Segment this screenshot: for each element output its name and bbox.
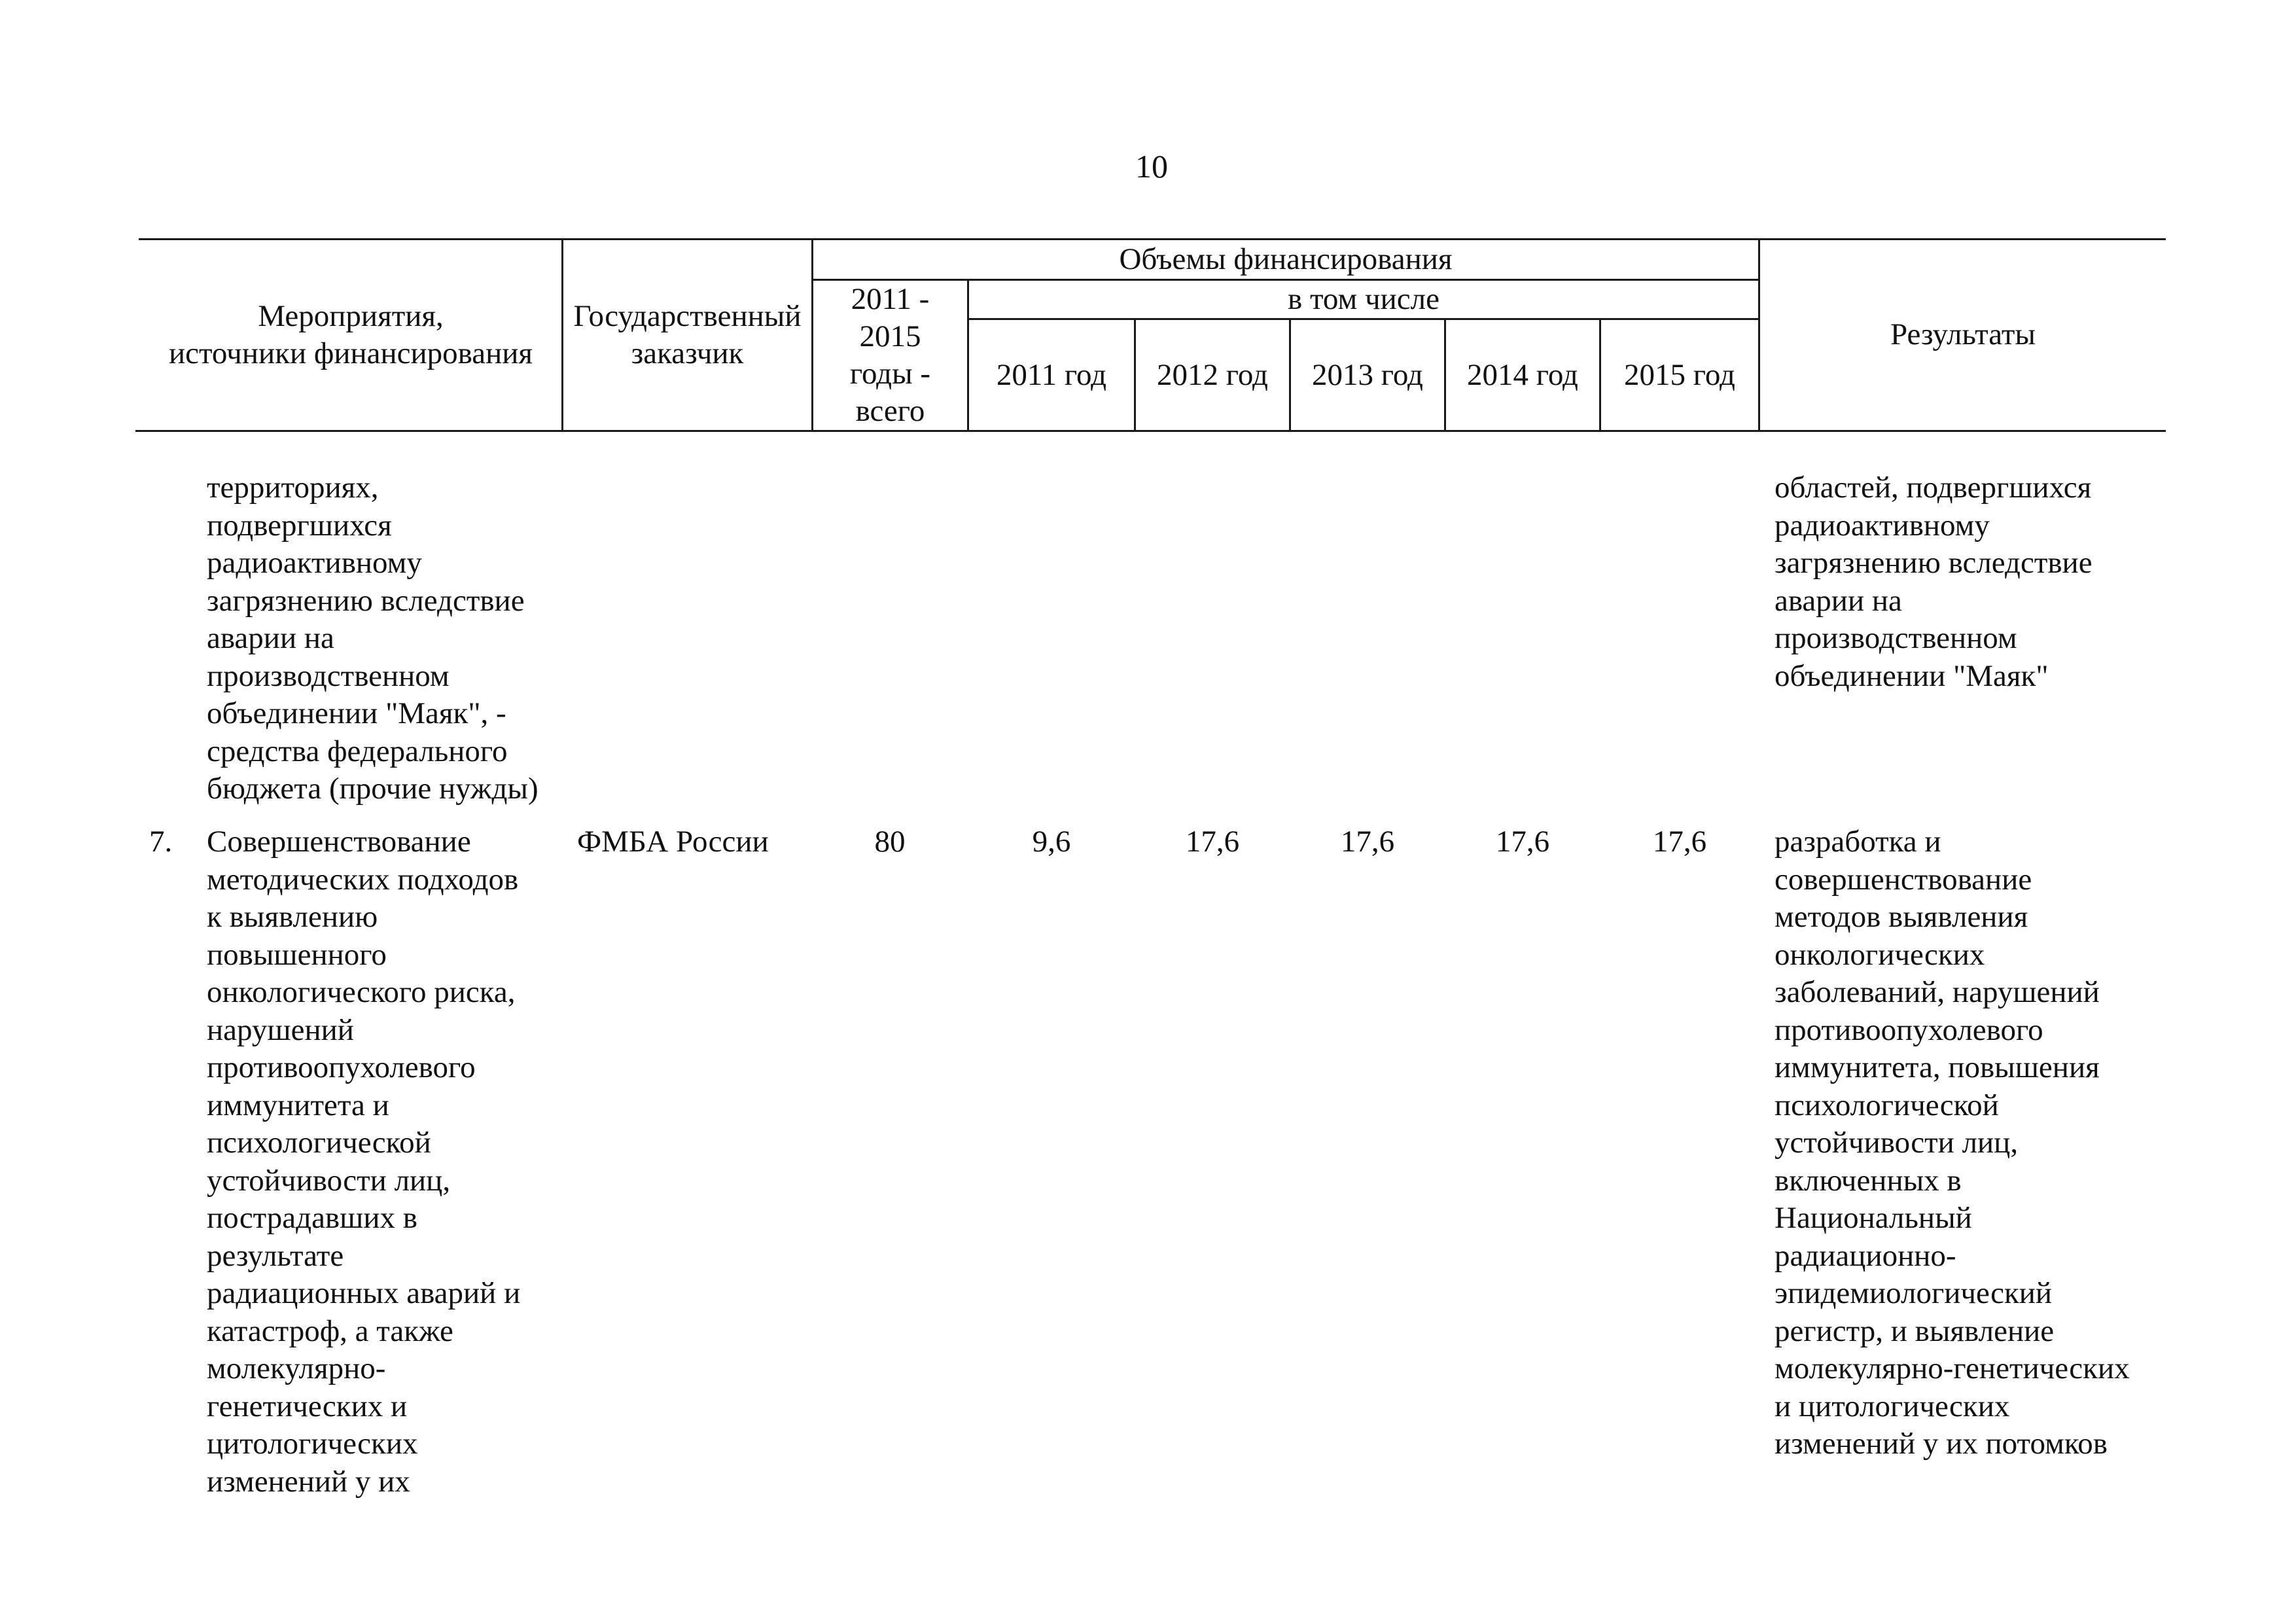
header-year-2013: 2013 год xyxy=(1312,357,1423,392)
header-funding-group: Объемы финансирования xyxy=(1119,241,1453,276)
header-activity: Мероприятия, источники финансирования xyxy=(168,298,533,370)
row-7-number: 7. xyxy=(149,825,173,859)
row-continuation-results: областей, подвергшихся радиоактивному загрязнению вследствие аварии на производственном объединении "Маяк" xyxy=(1775,471,2093,693)
header-total: 2011 - 2015 годы - всего xyxy=(849,282,931,428)
header-customer: Государственный заказчик xyxy=(573,298,802,370)
header-year-2012: 2012 год xyxy=(1157,357,1268,392)
header-including: в том числе xyxy=(1288,282,1439,316)
header-year-2014: 2014 год xyxy=(1467,357,1578,392)
row-7-2015: 17,6 xyxy=(1652,825,1707,859)
row-7-total: 80 xyxy=(874,825,906,859)
row-7-customer: ФМБА России xyxy=(577,825,769,859)
row-7-2012: 17,6 xyxy=(1185,825,1240,859)
page-number: 10 xyxy=(1135,148,1168,185)
row-7-activity: Совершенствование методических подходов к выявлению повышенного онкологического риска, нарушений противоопухолевого иммунитета и психологической устойчивости лиц, пострадавших в результате радиационных аварий и катастроф, а также молекулярно- генетических и цитологических изменений у их xyxy=(207,825,521,1499)
row-continuation-activity: территориях, подвергшихся радиоактивному загрязнению вследствие аварии на производственном объединении "Маяк", - средства федерального бюджета (прочие нужды) xyxy=(207,471,539,806)
table-header-bottom-rule xyxy=(135,430,2166,432)
header-year-2011: 2011 год xyxy=(996,357,1107,392)
row-7-results: разработка и совершенствование методов выявления онкологических заболеваний, нарушений противоопухолевого иммунитета, повышения психологической устойчивости лиц, включенных в Национальный радиационно- эпидемиологический регистр, и выявление молекулярно-генетических и цитологических изменений у их потомков xyxy=(1775,825,2130,1461)
row-7-2011: 9,6 xyxy=(1032,825,1071,859)
header-year-2015: 2015 год xyxy=(1624,357,1735,392)
row-7-2014: 17,6 xyxy=(1495,825,1550,859)
row-7-2013: 17,6 xyxy=(1340,825,1395,859)
header-results: Результаты xyxy=(1890,317,2036,351)
